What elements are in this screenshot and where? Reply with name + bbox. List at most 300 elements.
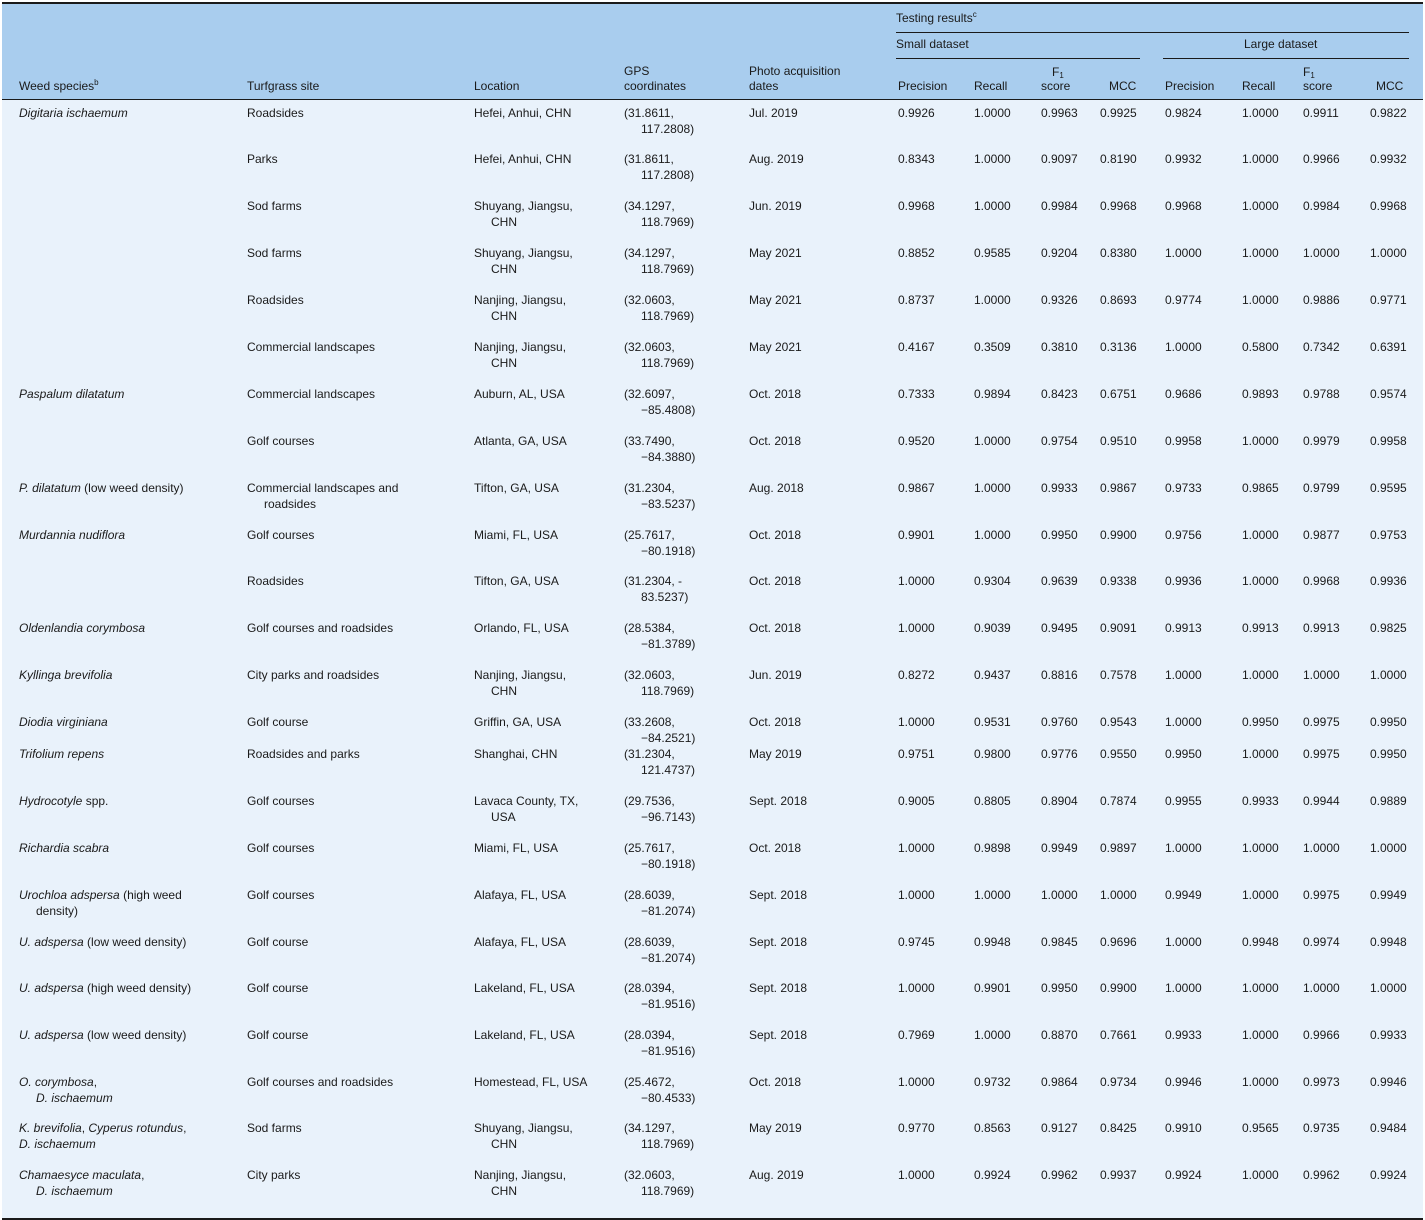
small-recall-value: 0.9732 xyxy=(974,1075,1011,1089)
large-precision-value: 0.9774 xyxy=(1165,293,1202,307)
cell-line: Sept. 2018 xyxy=(749,935,808,949)
location-cell xyxy=(474,574,559,590)
small-precision-value: 1.0000 xyxy=(898,1075,935,1089)
large-precision-value: 1.0000 xyxy=(1165,715,1202,729)
cell-line: Shuyang, Jiangsu, xyxy=(474,246,573,260)
cell-line: CHN xyxy=(491,261,517,276)
large-precision-value: 0.9932 xyxy=(1165,152,1202,166)
col-large-f1-line1: $F_1$ xyxy=(1303,65,1315,80)
species-cell xyxy=(19,528,125,544)
small-f1-value: 0.9864 xyxy=(1041,1075,1078,1089)
col-large-precision: Precision xyxy=(1165,79,1215,93)
large-recall-value: 0.9913 xyxy=(1242,621,1279,635)
col-small-f1-line1: $F_1$ xyxy=(1052,65,1064,80)
date-cell xyxy=(749,246,802,262)
species-name: D. ischaemum xyxy=(36,1183,113,1198)
small-recall-value: 1.0000 xyxy=(974,434,1011,448)
cell-line: −80.1918) xyxy=(641,543,696,558)
large-precision-value: 0.9924 xyxy=(1165,1168,1202,1182)
cell-line: Parks xyxy=(247,152,278,166)
cell-line: May 2021 xyxy=(749,293,802,307)
small-mcc-value: 0.9925 xyxy=(1100,106,1137,120)
species-line xyxy=(19,106,128,122)
gps-cell xyxy=(624,621,695,652)
cell-line: Golf courses xyxy=(247,888,315,902)
table-header xyxy=(2,4,1423,100)
small-precision-value: 0.9745 xyxy=(898,935,935,949)
col-small-f1-line2: score xyxy=(1041,79,1071,93)
small-f1-value: 0.9495 xyxy=(1041,621,1078,635)
cell-line: −80.1918) xyxy=(641,856,696,871)
date-cell xyxy=(749,935,807,951)
large-f1-value: 0.9979 xyxy=(1303,434,1340,448)
small-f1-value: 0.8423 xyxy=(1041,387,1078,401)
site-cell xyxy=(247,1121,302,1137)
cell-line: 118.7969) xyxy=(641,355,695,370)
large-mcc-value: 0.9924 xyxy=(1370,1168,1407,1182)
large-recall-value: 1.0000 xyxy=(1242,199,1279,213)
species-line xyxy=(19,1121,186,1137)
large-f1-value: 1.0000 xyxy=(1303,981,1340,995)
small-f1-value: 0.9949 xyxy=(1041,841,1078,855)
cell-line: Oct. 2018 xyxy=(749,387,802,401)
cell-line: Oct. 2018 xyxy=(749,574,802,588)
large-mcc-value: 0.9968 xyxy=(1370,199,1407,213)
species-note: (high weed xyxy=(119,888,182,902)
gps-cell xyxy=(624,888,695,919)
small-recall-value: 1.0000 xyxy=(974,152,1011,166)
location-cell xyxy=(474,434,567,450)
large-f1-value: 0.9911 xyxy=(1303,106,1339,120)
site-cell xyxy=(247,747,360,763)
location-cell xyxy=(474,1028,575,1044)
site-cell xyxy=(247,935,308,951)
small-f1-value: 0.9950 xyxy=(1041,981,1078,995)
cell-line: −83.5237) xyxy=(641,496,696,511)
cell-line: (31.2304, - xyxy=(624,574,683,588)
cell-line: Miami, FL, USA xyxy=(474,841,559,855)
species-line xyxy=(19,904,182,920)
species-name: K. brevifolia xyxy=(19,1121,82,1135)
large-mcc-value: 0.9822 xyxy=(1370,106,1407,120)
large-f1-value: 0.9799 xyxy=(1303,481,1340,495)
cell-line: Roadsides and parks xyxy=(247,747,360,761)
cell-line: 118.7969) xyxy=(641,214,695,229)
gps-cell xyxy=(624,1075,695,1106)
gps-cell xyxy=(624,981,695,1012)
large-precision-value: 1.0000 xyxy=(1165,841,1202,855)
cell-line: Sept. 2018 xyxy=(749,888,808,902)
cell-line: Golf course xyxy=(247,935,309,949)
location-cell xyxy=(474,528,558,544)
cell-line: Jun. 2019 xyxy=(749,199,802,213)
cell-line: Lakeland, FL, USA xyxy=(474,981,575,995)
large-dataset-heading: Large dataset xyxy=(1244,37,1318,51)
large-recall-value: 1.0000 xyxy=(1242,668,1279,682)
small-precision-value: 0.4167 xyxy=(898,340,935,354)
large-f1-value: 0.9877 xyxy=(1303,528,1340,542)
small-recall-value: 0.9304 xyxy=(974,574,1011,588)
cell-line: (28.0394, xyxy=(624,1028,675,1042)
date-cell xyxy=(749,199,802,215)
cell-line: Commercial landscapes and xyxy=(247,481,399,495)
cell-line: Tifton, GA, USA xyxy=(474,574,559,588)
large-mcc-value: 0.9946 xyxy=(1370,1075,1407,1089)
large-precision-value: 1.0000 xyxy=(1165,340,1202,354)
large-f1-value: 0.9944 xyxy=(1303,794,1340,808)
species-line xyxy=(19,387,124,403)
small-mcc-value: 0.9937 xyxy=(1100,1168,1137,1182)
cell-line: (28.6039, xyxy=(624,888,675,902)
date-cell xyxy=(749,747,802,763)
small-recall-value: 1.0000 xyxy=(974,1028,1011,1042)
testing-results-heading: Testing results$^c$ xyxy=(896,10,977,25)
gps-cell xyxy=(624,106,694,137)
cell-line: Aug. 2018 xyxy=(749,481,804,495)
large-precision-value: 0.9686 xyxy=(1165,387,1202,401)
large-precision-value: 0.9950 xyxy=(1165,747,1202,761)
site-cell xyxy=(247,621,393,637)
species-name: Trifolium repens xyxy=(19,747,105,761)
small-precision-value: 1.0000 xyxy=(898,841,935,855)
species-cell xyxy=(19,668,112,684)
cell-line: (32.0603, xyxy=(624,668,675,682)
large-dataset-rule xyxy=(1163,58,1409,59)
cell-line: (25.4672, xyxy=(624,1075,675,1089)
large-precision-value: 0.9824 xyxy=(1165,106,1202,120)
location-cell xyxy=(474,106,571,122)
large-f1-value: 0.9962 xyxy=(1303,1168,1340,1182)
cell-line: (28.6039, xyxy=(624,935,675,949)
gps-cell xyxy=(624,434,695,465)
site-cell xyxy=(247,152,278,168)
cell-line: 118.7969) xyxy=(641,308,695,323)
species-note: spp. xyxy=(82,794,109,808)
small-mcc-value: 0.8190 xyxy=(1100,152,1137,166)
species-cell xyxy=(19,1168,144,1199)
large-mcc-value: 0.9932 xyxy=(1370,152,1407,166)
col-small-mcc: MCC xyxy=(1109,79,1137,93)
species-cell xyxy=(19,888,182,919)
species-note: (low weed density) xyxy=(83,935,187,949)
cell-line: Jun. 2019 xyxy=(749,668,802,682)
cell-line: Aug. 2019 xyxy=(749,1168,804,1182)
cell-line: (31.2304, xyxy=(624,481,675,495)
large-recall-value: 0.9893 xyxy=(1242,387,1279,401)
species-line xyxy=(19,668,112,684)
large-mcc-value: 0.9948 xyxy=(1370,935,1407,949)
cell-line: (28.0394, xyxy=(624,981,675,995)
gps-cell xyxy=(624,935,695,966)
gps-cell xyxy=(624,387,695,418)
small-precision-value: 0.9901 xyxy=(898,528,935,542)
cell-line: (34.1297, xyxy=(624,1121,675,1135)
large-recall-value: 1.0000 xyxy=(1242,106,1279,120)
species-name: Urochloa adspersa xyxy=(19,888,120,902)
date-cell xyxy=(749,888,807,904)
species-name: Digitaria ischaemum xyxy=(19,106,128,120)
cell-line: (32.0603, xyxy=(624,293,675,307)
cell-line: Sod farms xyxy=(247,246,302,260)
cell-line: (32.6097, xyxy=(624,387,675,401)
small-recall-value: 0.9800 xyxy=(974,747,1011,761)
large-mcc-value: 1.0000 xyxy=(1370,841,1407,855)
small-recall-value: 0.9894 xyxy=(974,387,1011,401)
small-recall-value: 1.0000 xyxy=(974,481,1011,495)
large-f1-value: 0.9968 xyxy=(1303,574,1340,588)
gps-cell xyxy=(624,574,688,605)
cell-line: Oct. 2018 xyxy=(749,528,802,542)
gps-cell xyxy=(624,1168,694,1199)
date-cell xyxy=(749,794,807,810)
large-recall-value: 1.0000 xyxy=(1242,841,1279,855)
large-recall-value: 0.9950 xyxy=(1242,715,1279,729)
small-mcc-value: 0.7874 xyxy=(1100,794,1137,808)
species-cell xyxy=(19,794,108,810)
large-mcc-value: 0.9825 xyxy=(1370,621,1407,635)
large-precision-value: 0.9933 xyxy=(1165,1028,1202,1042)
location-cell xyxy=(474,621,569,637)
small-f1-value: 0.9639 xyxy=(1041,574,1078,588)
small-mcc-value: 0.8425 xyxy=(1100,1121,1137,1135)
species-name: U. adspersa xyxy=(19,981,84,995)
cell-line: Golf courses xyxy=(247,794,315,808)
species-name: P. dilatatum xyxy=(19,481,81,495)
site-cell xyxy=(247,199,302,215)
location-cell xyxy=(474,888,566,904)
large-precision-value: 1.0000 xyxy=(1165,935,1202,949)
species-line xyxy=(19,794,108,810)
small-recall-value: 0.8805 xyxy=(974,794,1011,808)
large-recall-value: 1.0000 xyxy=(1242,528,1279,542)
small-precision-value: 0.9968 xyxy=(898,199,935,213)
large-recall-value: 1.0000 xyxy=(1242,152,1279,166)
cell-line: (28.5384, xyxy=(624,621,675,635)
cell-line: (25.7617, xyxy=(624,528,675,542)
small-mcc-value: 0.9734 xyxy=(1100,1075,1137,1089)
small-mcc-value: 1.0000 xyxy=(1100,888,1137,902)
small-precision-value: 0.9867 xyxy=(898,481,935,495)
small-mcc-value: 0.9338 xyxy=(1100,574,1137,588)
small-mcc-value: 0.9543 xyxy=(1100,715,1137,729)
cell-line: 118.7969) xyxy=(641,683,695,698)
small-f1-value: 0.9754 xyxy=(1041,434,1078,448)
site-cell xyxy=(247,668,379,684)
site-cell xyxy=(247,574,304,590)
date-cell xyxy=(749,1168,804,1184)
species-note: density) xyxy=(36,903,79,918)
large-precision-value: 0.9968 xyxy=(1165,199,1202,213)
cell-line: (29.7536, xyxy=(624,794,675,808)
col-turfgrass-site: Turfgrass site xyxy=(247,79,320,93)
col-large-f1-line2: score xyxy=(1303,79,1333,93)
col-large-recall: Recall xyxy=(1242,79,1276,93)
cell-line: Shanghai, CHN xyxy=(474,747,558,761)
cell-line: Jul. 2019 xyxy=(749,106,798,120)
gps-cell xyxy=(624,1121,694,1152)
date-cell xyxy=(749,841,801,857)
location-cell xyxy=(474,340,566,371)
small-f1-value: 0.8904 xyxy=(1041,794,1078,808)
cell-line: −81.9516) xyxy=(641,996,696,1011)
large-precision-value: 0.9949 xyxy=(1165,888,1202,902)
large-precision-value: 0.9910 xyxy=(1165,1121,1202,1135)
cell-line: (31.8611, xyxy=(624,152,674,166)
cell-line: Sod farms xyxy=(247,199,302,213)
large-f1-value: 0.9973 xyxy=(1303,1075,1340,1089)
large-mcc-value: 0.9595 xyxy=(1370,481,1407,495)
large-mcc-value: 0.9950 xyxy=(1370,747,1407,761)
species-line xyxy=(19,481,184,497)
large-recall-value: 0.5800 xyxy=(1242,340,1279,354)
gps-cell xyxy=(624,152,694,183)
site-cell xyxy=(247,246,302,262)
species-cell xyxy=(19,1028,186,1044)
cell-line: Nanjing, Jiangsu, xyxy=(474,668,567,682)
cell-line: Oct. 2018 xyxy=(749,434,802,448)
large-recall-value: 0.9933 xyxy=(1242,794,1279,808)
location-cell xyxy=(474,246,573,277)
small-f1-value: 1.0000 xyxy=(1041,888,1078,902)
cell-line: Oct. 2018 xyxy=(749,1075,802,1089)
site-cell xyxy=(247,1028,308,1044)
small-dataset-rule xyxy=(896,58,1140,59)
location-cell xyxy=(474,981,575,997)
species-cell xyxy=(19,981,191,997)
species-line xyxy=(19,1028,186,1044)
small-mcc-value: 0.3136 xyxy=(1100,340,1137,354)
small-precision-value: 1.0000 xyxy=(898,574,935,588)
cell-line: Golf course xyxy=(247,1028,309,1042)
site-cell xyxy=(247,841,314,857)
date-cell xyxy=(749,715,801,731)
small-mcc-value: 0.6751 xyxy=(1100,387,1137,401)
cell-line: −84.2521) xyxy=(641,730,696,745)
species-line xyxy=(19,528,125,544)
location-cell xyxy=(474,841,558,857)
date-cell xyxy=(749,152,804,168)
species-line xyxy=(19,747,104,763)
large-f1-value: 0.9966 xyxy=(1303,1028,1340,1042)
cell-line: −85.4808) xyxy=(641,402,696,417)
large-mcc-value: 0.9574 xyxy=(1370,387,1407,401)
large-precision-value: 1.0000 xyxy=(1165,668,1202,682)
cell-line: Roadsides xyxy=(247,106,304,120)
cell-line: Golf courses xyxy=(247,434,315,448)
location-cell xyxy=(474,935,566,951)
cell-line: Orlando, FL, USA xyxy=(474,621,569,635)
species-line xyxy=(19,981,191,997)
species-cell xyxy=(19,715,108,731)
cell-line: Sept. 2018 xyxy=(749,981,808,995)
cell-line: Commercial landscapes xyxy=(247,340,376,354)
species-name: U. adspersa xyxy=(19,935,84,949)
cell-line: Golf courses and roadsides xyxy=(247,1075,394,1089)
small-f1-value: 0.9962 xyxy=(1041,1168,1078,1182)
large-mcc-value: 0.9949 xyxy=(1370,888,1407,902)
species-name: Diodia virginiana xyxy=(19,715,108,729)
location-cell xyxy=(474,1168,566,1199)
species-line xyxy=(19,1075,113,1091)
large-f1-value: 0.9735 xyxy=(1303,1121,1340,1135)
small-recall-value: 1.0000 xyxy=(974,528,1011,542)
large-f1-value: 1.0000 xyxy=(1303,246,1340,260)
col-small-recall: Recall xyxy=(974,79,1008,93)
cell-line: CHN xyxy=(491,308,517,323)
date-cell xyxy=(749,621,801,637)
col-gps-line2: coordinates xyxy=(624,79,687,93)
location-cell xyxy=(474,481,559,497)
cell-line: Nanjing, Jiangsu, xyxy=(474,340,567,354)
cell-line: (32.0603, xyxy=(624,340,675,354)
large-recall-value: 0.9565 xyxy=(1242,1121,1279,1135)
large-mcc-value: 0.9771 xyxy=(1370,293,1407,307)
cell-line: CHN xyxy=(491,214,517,229)
small-f1-value: 0.9760 xyxy=(1041,715,1078,729)
species-cell xyxy=(19,1121,186,1152)
species-note: (low weed density) xyxy=(80,481,184,495)
large-precision-value: 0.9946 xyxy=(1165,1075,1202,1089)
cell-line: Golf courses xyxy=(247,841,315,855)
large-f1-value: 0.9975 xyxy=(1303,888,1340,902)
small-f1-value: 0.9127 xyxy=(1041,1121,1078,1135)
small-f1-value: 0.9933 xyxy=(1041,481,1078,495)
small-mcc-value: 0.9897 xyxy=(1100,841,1137,855)
cell-line: CHN xyxy=(491,355,517,370)
large-mcc-value: 0.9484 xyxy=(1370,1121,1407,1135)
large-mcc-value: 0.9933 xyxy=(1370,1028,1407,1042)
large-mcc-value: 0.6391 xyxy=(1370,340,1407,354)
species-name: Hydrocotyle xyxy=(19,794,83,808)
small-recall-value: 0.8563 xyxy=(974,1121,1011,1135)
site-cell xyxy=(247,1168,300,1184)
species-line xyxy=(19,1137,186,1153)
col-small-precision: Precision xyxy=(898,79,948,93)
gps-cell xyxy=(624,1028,695,1059)
cell-line: Shuyang, Jiangsu, xyxy=(474,1121,573,1135)
large-f1-value: 0.9984 xyxy=(1303,199,1340,213)
small-mcc-value: 0.9900 xyxy=(1100,528,1137,542)
large-mcc-value: 1.0000 xyxy=(1370,668,1407,682)
small-precision-value: 1.0000 xyxy=(898,981,935,995)
species-line xyxy=(19,715,108,731)
cell-line: City parks xyxy=(247,1168,301,1182)
location-cell xyxy=(474,794,578,825)
site-cell xyxy=(247,293,304,309)
small-f1-value: 0.9204 xyxy=(1041,246,1078,260)
location-cell xyxy=(474,152,571,168)
large-precision-value: 0.9913 xyxy=(1165,621,1202,635)
small-f1-value: 0.9950 xyxy=(1041,528,1078,542)
gps-cell xyxy=(624,199,694,230)
species-name: Richardia scabra xyxy=(19,841,110,855)
cell-line: May 2021 xyxy=(749,246,802,260)
col-dates-line1: Photo acquisition xyxy=(749,64,841,78)
large-mcc-value: 1.0000 xyxy=(1370,981,1407,995)
species-name: Chamaesyce maculata xyxy=(19,1168,142,1182)
species-line xyxy=(19,1168,144,1184)
cell-line: 118.7969) xyxy=(641,1136,695,1151)
large-recall-value: 1.0000 xyxy=(1242,981,1279,995)
cell-line: (33.2608, xyxy=(624,715,675,729)
location-cell xyxy=(474,293,566,324)
location-cell xyxy=(474,387,565,403)
cell-line: Alafaya, FL, USA xyxy=(474,935,567,949)
col-location: Location xyxy=(474,79,520,93)
date-cell xyxy=(749,1075,801,1091)
species-name: Kyllinga brevifolia xyxy=(19,668,113,682)
large-recall-value: 1.0000 xyxy=(1242,1168,1279,1182)
